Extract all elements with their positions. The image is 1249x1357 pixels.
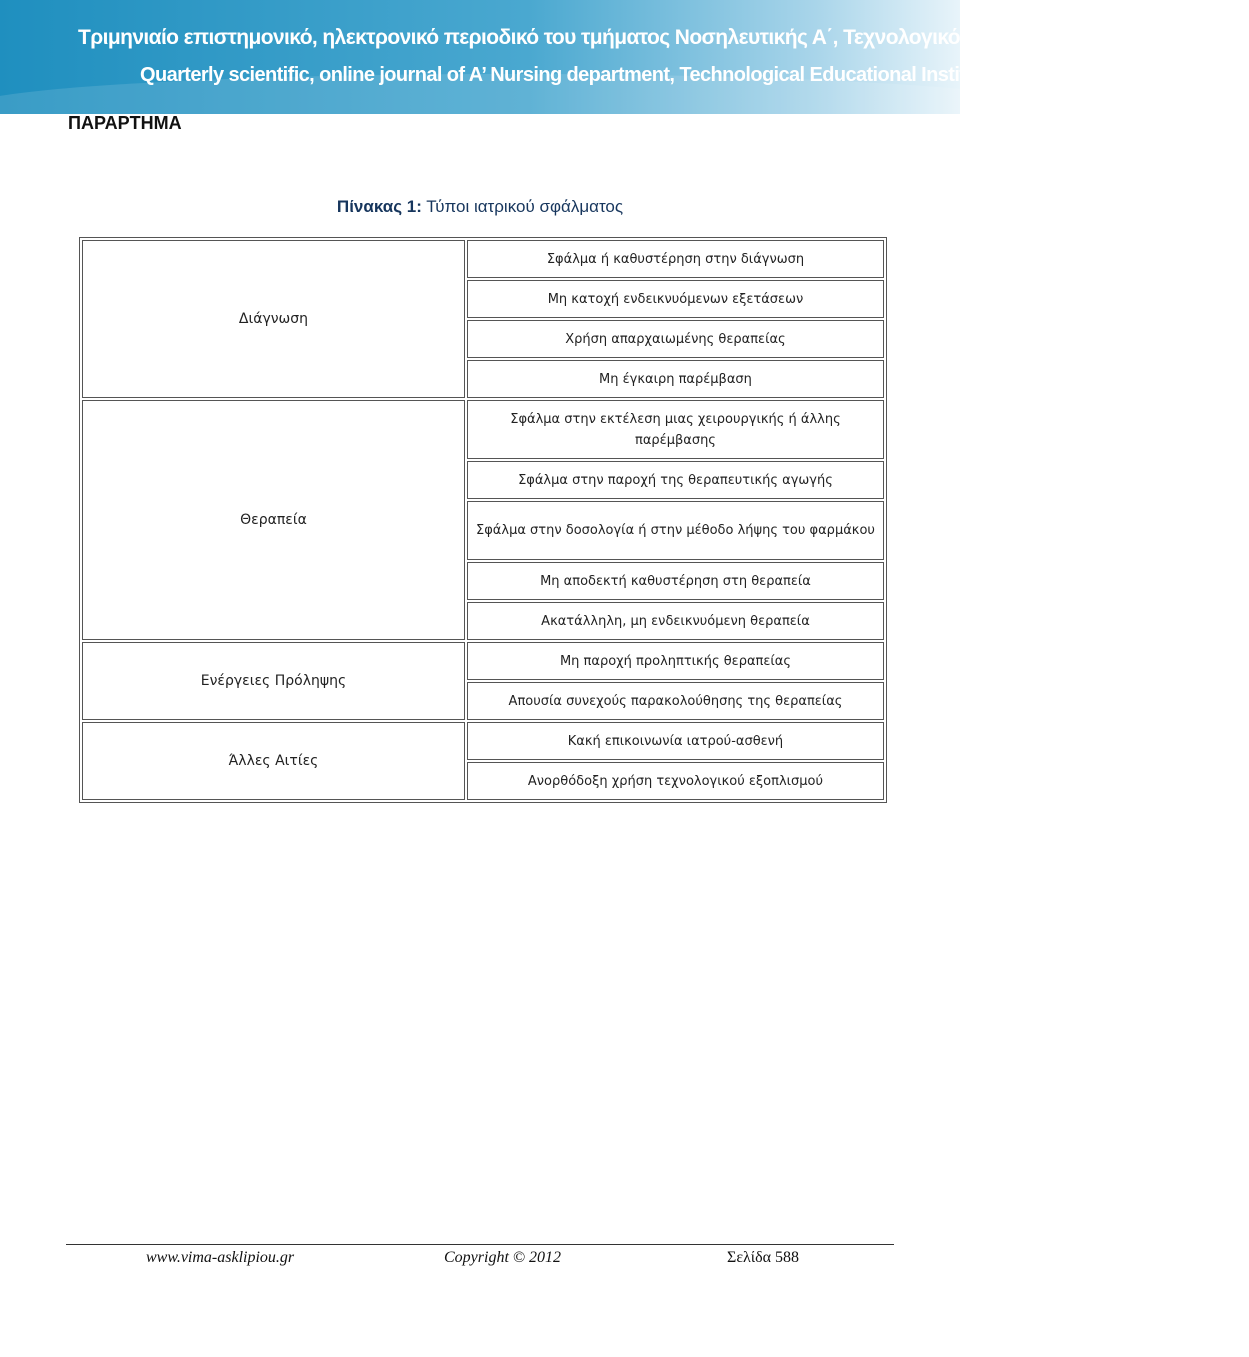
journal-banner [0, 0, 1249, 114]
table-caption [0, 197, 960, 217]
banner-english-line: Quarterly scientific, online journal of A’ Nursing department, Technological Educational Institute of Athens [140, 64, 1085, 86]
item-cell: Μη παροχή προληπτικής θεραπείας [467, 642, 884, 680]
item-cell: Κακή επικοινωνία ιατρού-ασθενή [467, 722, 884, 760]
category-cell: Άλλες Αιτίες [82, 722, 465, 800]
item-cell: Ακατάλληλη, μη ενδεικνυόμενη θεραπεία [467, 602, 884, 640]
footer-copyright: Copyright © 2012 [444, 1249, 562, 1266]
table-caption-label: Πίνακας 1: [336, 197, 422, 216]
appendix-title: ΠΑΡΑΡΤΗΜΑ [68, 113, 182, 133]
footer-divider [66, 1244, 894, 1245]
category-cell: Θεραπεία [82, 400, 465, 640]
item-cell: Σφάλμα στην δοσολογία ή στην μέθοδο λήψης του φαρμάκου [467, 501, 884, 560]
footer-page-number: Σελίδα 588 [727, 1249, 800, 1266]
item-cell: Μη κατοχή ενδεικνυόμενων εξετάσεων [467, 280, 884, 318]
item-cell: Ανορθόδοξη χρήση τεχνολογικού εξοπλισμού [467, 762, 884, 800]
item-cell: Χρήση απαρχαιωμένης θεραπείας [467, 320, 884, 358]
item-cell: Σφάλμα στην εκτέλεση μιας χειρουργικής ή άλλης παρέμβασης [467, 400, 884, 459]
item-cell: Σφάλμα στην παροχή της θεραπευτικής αγωγής [467, 461, 884, 499]
banner-greek-line: Τριμηνιαίο επιστημονικό, ηλεκτρονικό περιοδικό του τμήματος Νοσηλευτικής Α΄, Τεχνολογικό Εκπαιδευτικό Ίδρυμα Αθηνών [78, 26, 1249, 49]
category-cell: Ενέργειες Πρόληψης [82, 642, 465, 720]
category-cell: Διάγνωση [82, 240, 465, 398]
table-row [82, 642, 884, 680]
item-cell: Μη έγκαιρη παρέμβαση [467, 360, 884, 398]
footer-website: www.vima-asklipiou.gr [146, 1249, 295, 1266]
medical-error-types-table [79, 237, 887, 803]
item-cell: Σφάλμα ή καθυστέρηση στην διάγνωση [467, 240, 884, 278]
table-caption-title: Τύποι ιατρικού σφάλματος [426, 197, 624, 216]
table-row [82, 400, 884, 459]
table-row [82, 240, 884, 278]
table-row [82, 722, 884, 760]
item-cell: Μη αποδεκτή καθυστέρηση στη θεραπεία [467, 562, 884, 600]
item-cell: Απουσία συνεχούς παρακολούθησης της θεραπείας [467, 682, 884, 720]
